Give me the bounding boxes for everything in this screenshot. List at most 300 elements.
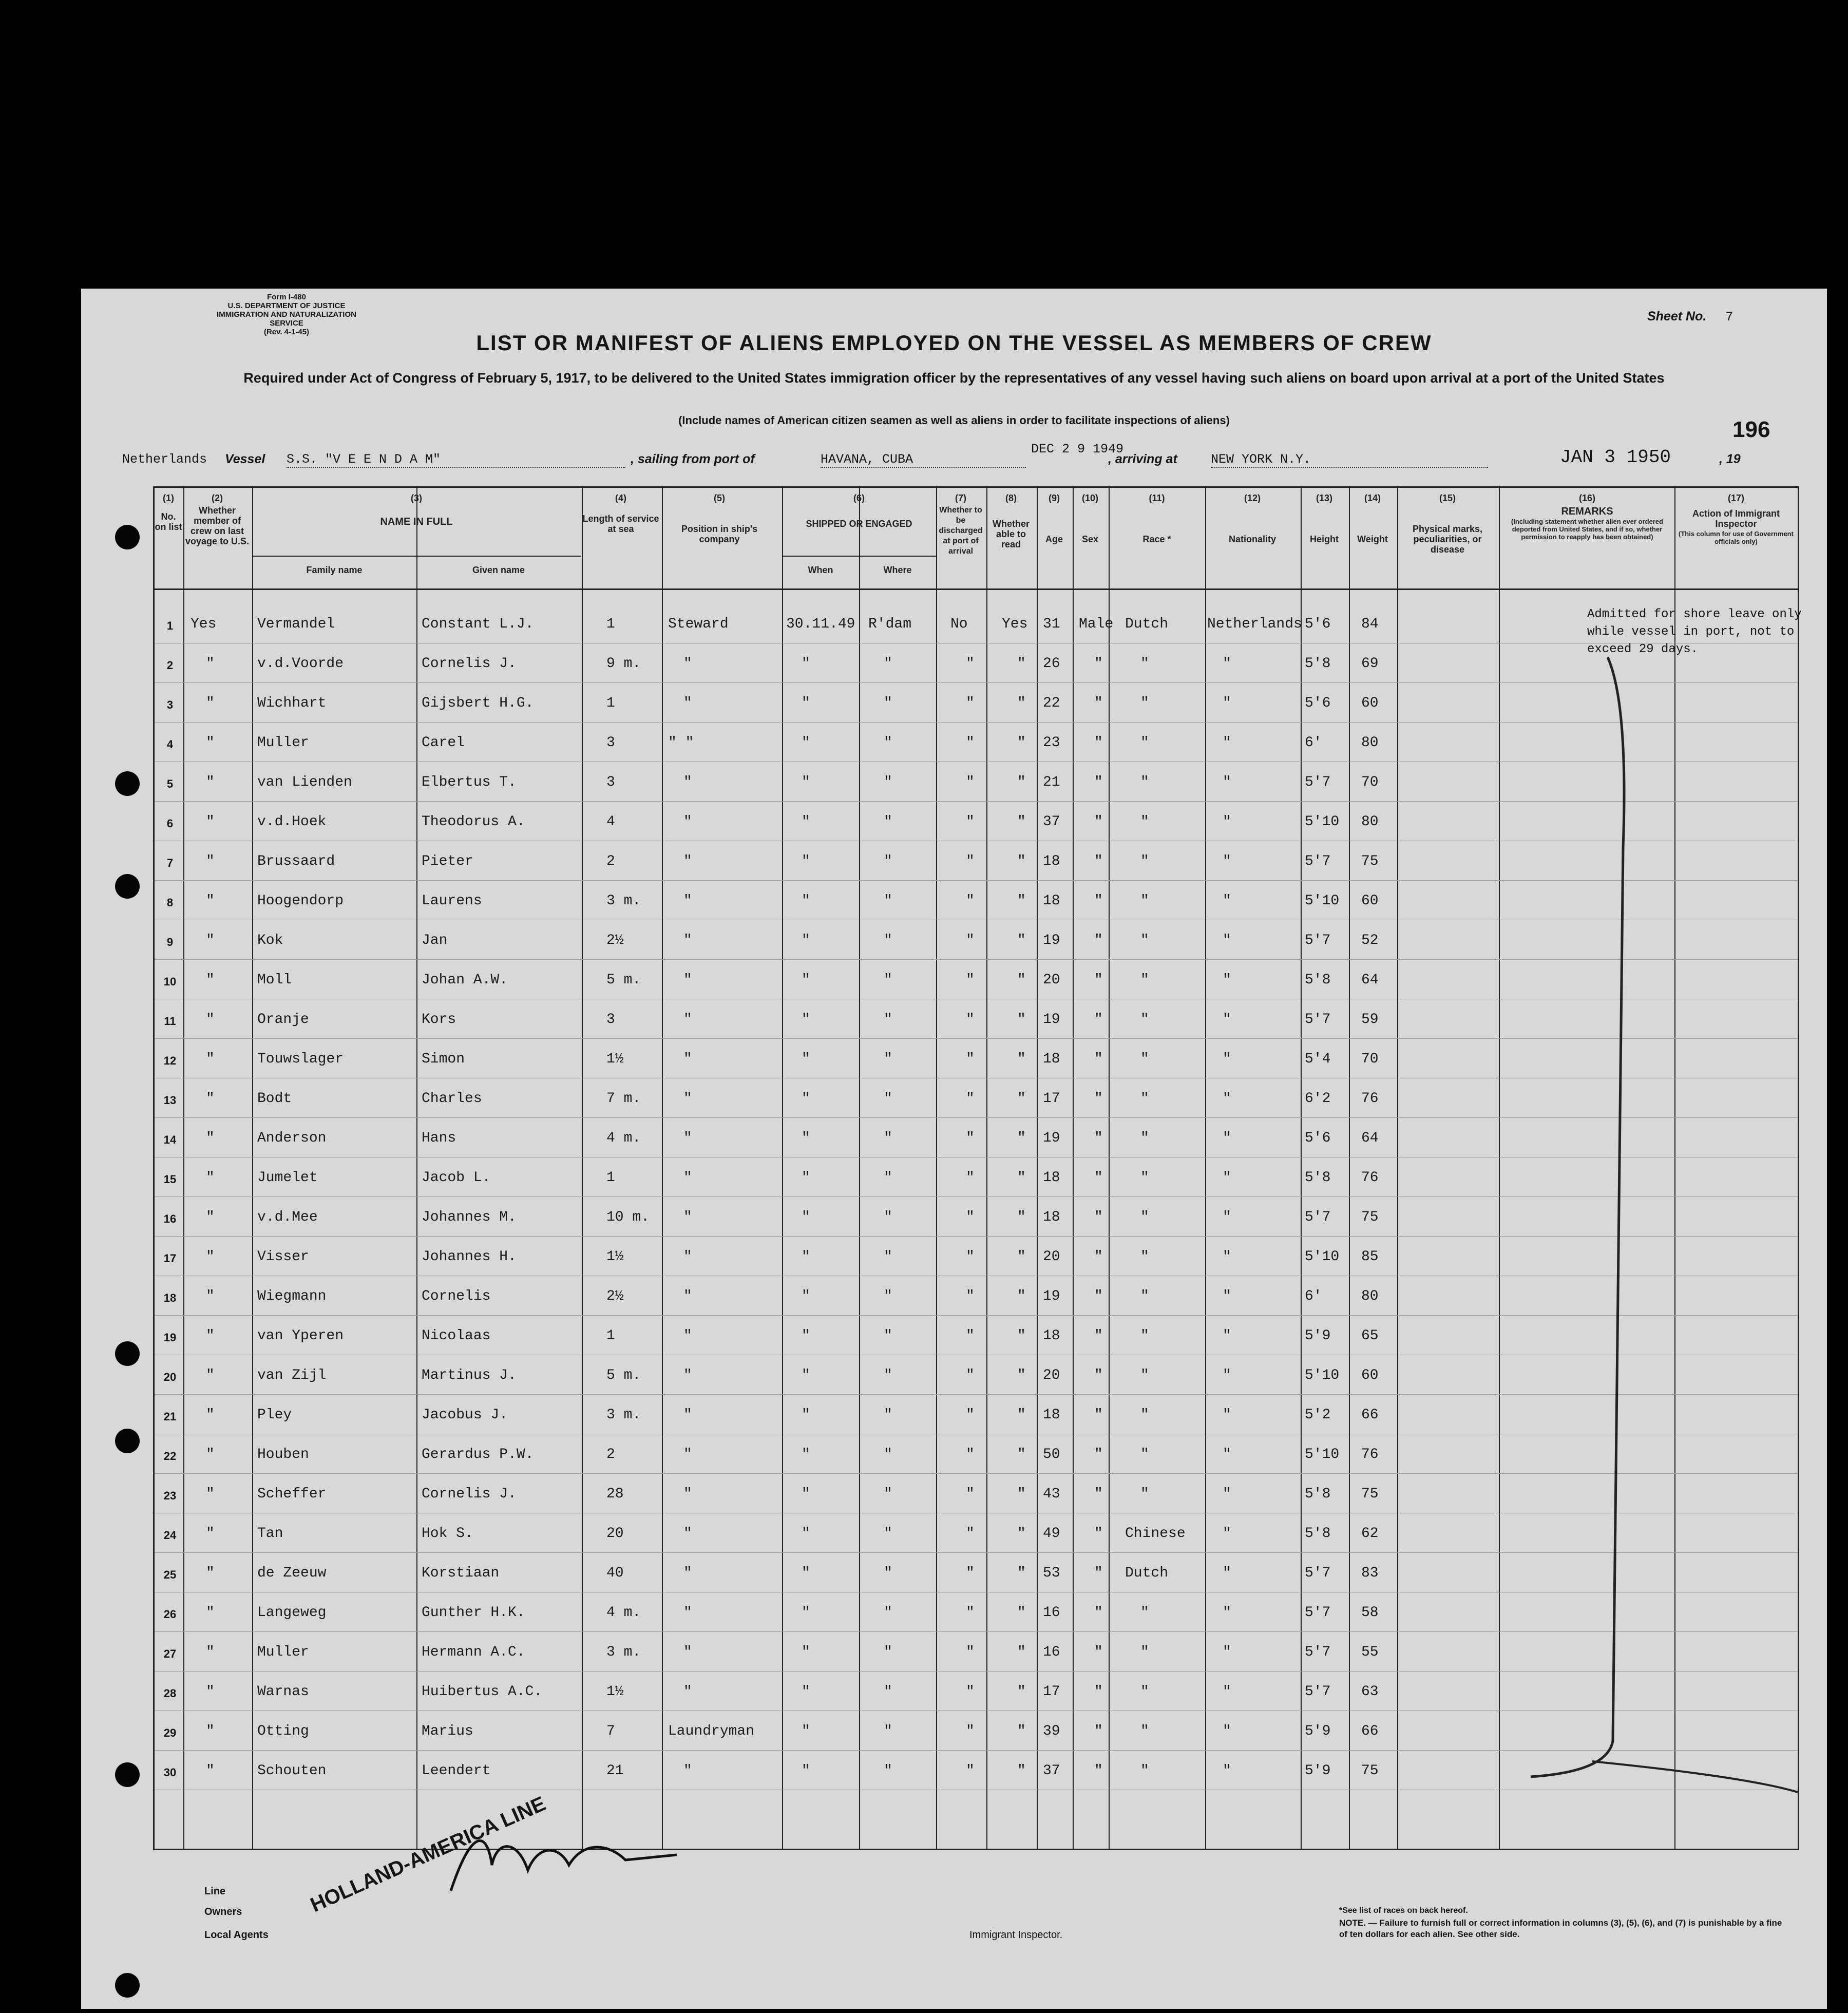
given-name-cell: Hermann A.C. [422, 1644, 525, 1660]
race-cell: " [1140, 1368, 1149, 1383]
row-number: 26 [163, 1608, 177, 1621]
length-of-service-cell: 20 [606, 1526, 624, 1542]
race-cell: " [1140, 1644, 1149, 1660]
sheet-number-value: 7 [1725, 310, 1733, 325]
height-cell: 6' [1305, 1288, 1322, 1304]
crew-last-voyage-cell: " [206, 1328, 215, 1344]
height-cell: 5'9 [1305, 1763, 1331, 1779]
shipped-where-cell: " [884, 774, 892, 790]
family-name-cell: Tan [257, 1526, 283, 1542]
age-cell: 26 [1043, 656, 1060, 672]
length-of-service-cell: 21 [606, 1763, 624, 1779]
length-of-service-cell: 1½ [606, 1684, 624, 1700]
discharged-cell: " [966, 774, 975, 790]
shipped-where-cell: " [884, 1170, 892, 1186]
sex-cell: " [1094, 1407, 1103, 1423]
height-cell: 5'6 [1305, 695, 1331, 711]
position-cell: " [683, 1644, 692, 1660]
sex-cell: " [1094, 1012, 1103, 1028]
discharged-cell: " [966, 1130, 975, 1146]
family-name-cell: Wiegmann [257, 1288, 327, 1304]
discharged-cell: " [966, 1012, 975, 1028]
col-15-number: (15) [1439, 493, 1456, 503]
family-name-cell: Pley [257, 1407, 292, 1423]
age-cell: 18 [1043, 1170, 1060, 1186]
sex-cell: " [1094, 1723, 1103, 1739]
nationality-cell: " [1223, 1763, 1231, 1779]
crew-last-voyage-cell: " [206, 1012, 215, 1028]
race-cell: " [1140, 853, 1149, 869]
crew-last-voyage-cell: " [206, 1644, 215, 1660]
weight-cell: 60 [1361, 893, 1379, 909]
weight-cell: 63 [1361, 1684, 1379, 1700]
col-7-label: Whether to be discharged at port of arrival [939, 506, 983, 556]
shipped-where-cell: " [884, 735, 892, 751]
sex-cell: " [1094, 1209, 1103, 1225]
able-to-read-cell: " [1017, 735, 1026, 751]
form-revision: (Rev. 4-1-45) [263, 328, 310, 336]
age-cell: 20 [1043, 1249, 1060, 1265]
row-number: 17 [163, 1252, 177, 1265]
col-11-number: (11) [1149, 493, 1165, 503]
family-name-cell: Otting [257, 1723, 309, 1739]
given-name-cell: Jan [422, 933, 448, 948]
age-cell: 19 [1043, 1012, 1060, 1028]
column-divider [1205, 488, 1206, 1849]
family-name-cell: Kok [257, 933, 283, 948]
shipped-where-cell: " [884, 1526, 892, 1542]
race-cell: " [1140, 1249, 1149, 1265]
manifest-sheet [81, 289, 1827, 2009]
crew-last-voyage-cell: " [206, 893, 215, 909]
discharged-cell: " [966, 814, 975, 830]
able-to-read-cell: " [1017, 774, 1026, 790]
when-header: When [808, 565, 833, 575]
vessel-label: Vessel [225, 452, 265, 466]
given-name-cell: Gunther H.K. [422, 1605, 525, 1621]
given-name-cell: Gerardus P.W. [422, 1447, 534, 1463]
row-number: 6 [166, 817, 174, 830]
sex-cell: " [1094, 853, 1103, 869]
length-of-service-cell: 28 [606, 1486, 624, 1502]
weight-cell: 84 [1361, 616, 1379, 632]
age-cell: 17 [1043, 1091, 1060, 1107]
discharged-cell: " [966, 1368, 975, 1383]
shipped-when-cell: " [802, 1288, 810, 1304]
discharged-cell: " [966, 695, 975, 711]
sheet-number [1647, 309, 1733, 325]
discharged-cell: " [966, 1723, 975, 1739]
race-cell: " [1140, 1605, 1149, 1621]
shipped-when-cell: " [802, 774, 810, 790]
able-to-read-cell: " [1017, 1170, 1026, 1186]
shipped-when-cell: " [802, 1328, 810, 1344]
weight-cell: 52 [1361, 933, 1379, 948]
voyage-line [122, 442, 1796, 471]
discharged-cell: " [966, 1486, 975, 1502]
stamped-number: 196 [1732, 417, 1770, 442]
length-of-service-cell: 2 [606, 853, 615, 869]
race-cell: " [1140, 1684, 1149, 1700]
column-divider [582, 488, 583, 1849]
height-cell: 5'8 [1305, 656, 1331, 672]
given-name-cell: Martinus J. [422, 1368, 517, 1383]
row-number: 19 [163, 1331, 177, 1344]
able-to-read-cell: " [1017, 1605, 1026, 1621]
shipped-where-cell: " [884, 1249, 892, 1265]
arriving-label: , arriving at [1108, 452, 1177, 466]
col-9-header [1037, 493, 1072, 544]
crew-last-voyage-cell: " [206, 1051, 215, 1067]
given-name-cell: Charles [422, 1091, 482, 1107]
height-cell: 5'7 [1305, 1644, 1331, 1660]
age-cell: 37 [1043, 814, 1060, 830]
row-number: 11 [164, 1015, 176, 1028]
page-title: LIST OR MANIFEST OF ALIENS EMPLOYED ON THE VESSEL AS MEMBERS OF CREW [476, 331, 1432, 355]
race-cell: " [1140, 1763, 1149, 1779]
service-name: IMMIGRATION AND NATURALIZATION SERVICE [217, 310, 356, 328]
port-to: NEW YORK N.Y. [1211, 452, 1488, 468]
age-cell: 18 [1043, 1328, 1060, 1344]
family-name-cell: Anderson [257, 1130, 327, 1146]
able-to-read-cell: " [1017, 1763, 1026, 1779]
weight-cell: 75 [1361, 1763, 1379, 1779]
column-divider [1397, 488, 1398, 1849]
race-cell: " [1140, 774, 1149, 790]
age-cell: 20 [1043, 1368, 1060, 1383]
weight-cell: 80 [1361, 735, 1379, 751]
discharged-cell: " [966, 1763, 975, 1779]
punch-hole [115, 525, 140, 549]
row-number: 28 [163, 1687, 177, 1700]
row-number: 27 [163, 1647, 177, 1660]
given-name-cell: Johannes M. [422, 1209, 517, 1225]
shipped-where-cell: " [884, 1130, 892, 1146]
sail-date: DEC 2 9 1949 [1031, 442, 1124, 457]
col-14-header [1349, 493, 1396, 544]
sex-cell: " [1094, 1605, 1103, 1621]
family-name-cell: van Yperen [257, 1328, 344, 1344]
weight-cell: 76 [1361, 1447, 1379, 1463]
col-5-header [663, 493, 776, 544]
family-name-cell: Warnas [257, 1684, 309, 1700]
col-1-header [155, 493, 182, 532]
weight-cell: 66 [1361, 1723, 1379, 1739]
able-to-read-cell: " [1017, 1486, 1026, 1502]
owners-label: Owners [204, 1906, 242, 1917]
col-12-header [1205, 493, 1300, 544]
age-cell: 50 [1043, 1447, 1060, 1463]
height-cell: 5'7 [1305, 1565, 1331, 1581]
col-12-label: Nationality [1228, 534, 1276, 544]
age-cell: 31 [1043, 616, 1060, 632]
col-3-number: (3) [411, 493, 422, 503]
age-cell: 18 [1043, 1051, 1060, 1067]
length-of-service-cell: 1 [606, 1170, 615, 1186]
sex-cell: " [1094, 1526, 1103, 1542]
height-cell: 5'7 [1305, 1684, 1331, 1700]
family-name-cell: Houben [257, 1447, 309, 1463]
discharged-cell: " [966, 1249, 975, 1265]
row-number: 9 [166, 936, 174, 948]
family-name-cell: van Zijl [257, 1368, 327, 1383]
inspector-label: Immigrant Inspector. [969, 1929, 1063, 1941]
able-to-read-cell: " [1017, 1407, 1026, 1423]
position-cell: " [683, 1249, 692, 1265]
column-divider [416, 488, 417, 1849]
column-divider [986, 488, 987, 1849]
height-cell: 5'9 [1305, 1328, 1331, 1344]
col-17-number: (17) [1727, 493, 1744, 503]
able-to-read-cell: " [1017, 1209, 1026, 1225]
race-cell: " [1140, 656, 1149, 672]
row-number: 13 [163, 1094, 177, 1107]
height-cell: 5'8 [1305, 1526, 1331, 1542]
able-to-read-cell: " [1017, 656, 1026, 672]
col-17-label: Action of Immigrant Inspector [1692, 508, 1780, 529]
col-17-header [1675, 493, 1797, 545]
col-16-label: REMARKS [1561, 506, 1613, 517]
length-of-service-cell: 3 [606, 735, 615, 751]
sex-cell: " [1094, 933, 1103, 948]
discharged-cell: " [966, 1209, 975, 1225]
shipped-when-cell: " [802, 656, 810, 672]
nationality-cell: " [1223, 1723, 1231, 1739]
age-cell: 23 [1043, 735, 1060, 751]
col-8-label: Whether able to read [993, 519, 1030, 549]
able-to-read-cell: " [1017, 853, 1026, 869]
agents-label: Local Agents [204, 1929, 269, 1941]
able-to-read-cell: " [1017, 1130, 1026, 1146]
nationality-cell: " [1223, 1407, 1231, 1423]
given-name-cell: Gijsbert H.G. [422, 695, 534, 711]
col-6-header [782, 493, 936, 529]
length-of-service-cell: 3 [606, 774, 615, 790]
nationality-cell: " [1223, 1526, 1231, 1542]
sex-cell: " [1094, 735, 1103, 751]
able-to-read-cell: " [1017, 893, 1026, 909]
row-number: 15 [163, 1173, 177, 1186]
crew-last-voyage-cell: " [206, 695, 215, 711]
shipped-when-cell: " [802, 1447, 810, 1463]
weight-cell: 69 [1361, 656, 1379, 672]
shipped-where-cell: " [884, 1763, 892, 1779]
family-name-cell: Schouten [257, 1763, 327, 1779]
column-divider [782, 488, 783, 1849]
remarks-entry: Admitted for shore leave only while vessel in port, not to exceed 29 days. [1587, 607, 1802, 656]
row-number: 29 [163, 1726, 177, 1739]
punch-hole [115, 1429, 140, 1453]
nationality-cell: " [1223, 695, 1231, 711]
nationality-cell: " [1223, 1130, 1231, 1146]
crew-last-voyage-cell: " [206, 1723, 215, 1739]
subheader-divider [782, 556, 936, 557]
able-to-read-cell: " [1017, 1249, 1026, 1265]
shipped-when-cell: " [802, 1486, 810, 1502]
col-16-number: (16) [1578, 493, 1595, 503]
col-4-label: Length of service at sea [582, 514, 659, 534]
col-8-number: (8) [1005, 493, 1017, 503]
crew-last-voyage-cell: " [206, 972, 215, 988]
sex-cell: " [1094, 1288, 1103, 1304]
length-of-service-cell: 5 m. [606, 972, 641, 988]
given-name-cell: Jacobus J. [422, 1407, 508, 1423]
family-name-cell: Moll [257, 972, 292, 988]
position-cell: " [683, 1328, 692, 1344]
length-of-service-cell: 3 m. [606, 1407, 641, 1423]
include-note: (Include names of American citizen seamen as well as aliens in order to facilitate inspections of aliens) [678, 414, 1230, 427]
shipped-where-cell: " [884, 656, 892, 672]
column-divider [183, 488, 184, 1849]
nationality-cell: " [1223, 1091, 1231, 1107]
crew-last-voyage-cell: " [206, 1170, 215, 1186]
height-cell: 5'8 [1305, 1170, 1331, 1186]
sex-cell: " [1094, 814, 1103, 830]
crew-last-voyage-cell: " [206, 1249, 215, 1265]
position-cell: " [683, 1091, 692, 1107]
race-cell: " [1140, 814, 1149, 830]
age-cell: 16 [1043, 1605, 1060, 1621]
sex-cell: " [1094, 1684, 1103, 1700]
race-cell: " [1140, 1288, 1149, 1304]
punch-hole [115, 1341, 140, 1366]
nationality-cell: " [1223, 933, 1231, 948]
sex-cell: Male [1079, 616, 1114, 632]
height-cell: 6' [1305, 735, 1322, 751]
shipped-when-cell: " [802, 1565, 810, 1581]
race-cell: Dutch [1125, 616, 1169, 632]
position-cell: " [683, 1209, 692, 1225]
sex-cell: " [1094, 1170, 1103, 1186]
sex-cell: " [1094, 1447, 1103, 1463]
length-of-service-cell: 7 [606, 1723, 615, 1739]
shipped-when-cell: " [802, 853, 810, 869]
shipped-where-cell: " [884, 1368, 892, 1383]
able-to-read-cell: " [1017, 1644, 1026, 1660]
position-cell: " [683, 893, 692, 909]
form-identifier [204, 293, 369, 336]
nationality-cell: " [1223, 1051, 1231, 1067]
height-cell: 5'7 [1305, 1605, 1331, 1621]
form-number: Form I-480 [267, 293, 306, 301]
sex-cell: " [1094, 656, 1103, 672]
family-name-cell: Bodt [257, 1091, 292, 1107]
shipped-when-cell: " [802, 1684, 810, 1700]
shipped-when-cell: 30.11.49 [786, 616, 855, 632]
punch-hole [115, 1762, 140, 1787]
row-number: 4 [166, 738, 174, 751]
shipped-when-cell: " [802, 1644, 810, 1660]
column-divider [859, 488, 860, 1849]
subheader-divider [252, 556, 581, 557]
given-name-cell: Cornelis [422, 1288, 491, 1304]
weight-cell: 66 [1361, 1407, 1379, 1423]
shipped-where-cell: " [884, 1091, 892, 1107]
length-of-service-cell: 3 m. [606, 893, 641, 909]
length-of-service-cell: 3 [606, 1012, 615, 1028]
able-to-read-cell: " [1017, 1684, 1026, 1700]
row-number: 24 [163, 1529, 177, 1542]
col-13-header [1301, 493, 1348, 544]
discharged-cell: " [966, 1684, 975, 1700]
discharged-cell: " [966, 1447, 975, 1463]
shipped-where-cell: " [884, 1565, 892, 1581]
discharged-cell: " [966, 893, 975, 909]
given-name-cell: Laurens [422, 893, 482, 909]
age-cell: 43 [1043, 1486, 1060, 1502]
able-to-read-cell: " [1017, 814, 1026, 830]
age-cell: 17 [1043, 1684, 1060, 1700]
able-to-read-cell: " [1017, 1526, 1026, 1542]
vessel-flag: Netherlands [122, 452, 207, 467]
length-of-service-cell: 1½ [606, 1249, 624, 1265]
nationality-cell: " [1223, 1012, 1231, 1028]
col-6-number: (6) [853, 493, 865, 503]
crew-last-voyage-cell: " [206, 1526, 215, 1542]
family-name-cell: Oranje [257, 1012, 309, 1028]
length-of-service-cell: 4 m. [606, 1605, 641, 1621]
company-stamp: HOLLAND-AMERICA LINE [307, 1792, 549, 1917]
position-cell: Steward [668, 616, 729, 632]
sex-cell: " [1094, 1368, 1103, 1383]
nationality-cell: " [1223, 814, 1231, 830]
discharged-cell: " [966, 1644, 975, 1660]
age-cell: 39 [1043, 1723, 1060, 1739]
age-cell: 20 [1043, 972, 1060, 988]
punch-hole [115, 1973, 140, 1998]
weight-cell: 58 [1361, 1605, 1379, 1621]
crew-last-voyage-cell: " [206, 1368, 215, 1383]
shipped-where-cell: " [884, 1486, 892, 1502]
race-cell: " [1140, 1447, 1149, 1463]
col-13-number: (13) [1316, 493, 1332, 503]
crew-last-voyage-cell: Yes [190, 616, 217, 632]
position-cell: " [683, 656, 692, 672]
col-16-sublabel: (Including statement whether alien ever ordered deported from United States, and if so, whether permission to reapply has been obtained) [1511, 518, 1664, 541]
shipped-where-cell: " [884, 1684, 892, 1700]
shipped-when-cell: " [802, 1209, 810, 1225]
shipped-when-cell: " [802, 893, 810, 909]
crew-last-voyage-cell: " [206, 1486, 215, 1502]
shipped-when-cell: " [802, 1012, 810, 1028]
height-cell: 5'8 [1305, 1486, 1331, 1502]
col-2-number: (2) [212, 493, 223, 503]
race-cell: " [1140, 972, 1149, 988]
shipped-when-cell: " [802, 695, 810, 711]
discharged-cell: " [966, 1407, 975, 1423]
given-name-cell: Cornelis J. [422, 656, 517, 672]
crew-last-voyage-cell: " [206, 1091, 215, 1107]
remarks-bracket [1490, 642, 1798, 1895]
line-label: Line [204, 1886, 226, 1897]
shipped-where-cell: " [884, 1605, 892, 1621]
given-name-cell: Korstiaan [422, 1565, 500, 1581]
year-suffix: , 19 [1719, 452, 1741, 466]
nationality-cell: " [1223, 1447, 1231, 1463]
sex-cell: " [1094, 1130, 1103, 1146]
col-7-number: (7) [955, 493, 966, 503]
length-of-service-cell: 1 [606, 1328, 615, 1344]
shipped-where-cell: " [884, 1447, 892, 1463]
races-note: *See list of races on back hereof. [1339, 1906, 1468, 1915]
port-from: HAVANA, CUBA [821, 452, 1026, 468]
col-10-header [1073, 493, 1108, 544]
age-cell: 19 [1043, 1130, 1060, 1146]
height-cell: 5'8 [1305, 972, 1331, 988]
crew-last-voyage-cell: " [206, 1130, 215, 1146]
col-14-label: Weight [1357, 534, 1388, 544]
crew-last-voyage-cell: " [206, 1407, 215, 1423]
